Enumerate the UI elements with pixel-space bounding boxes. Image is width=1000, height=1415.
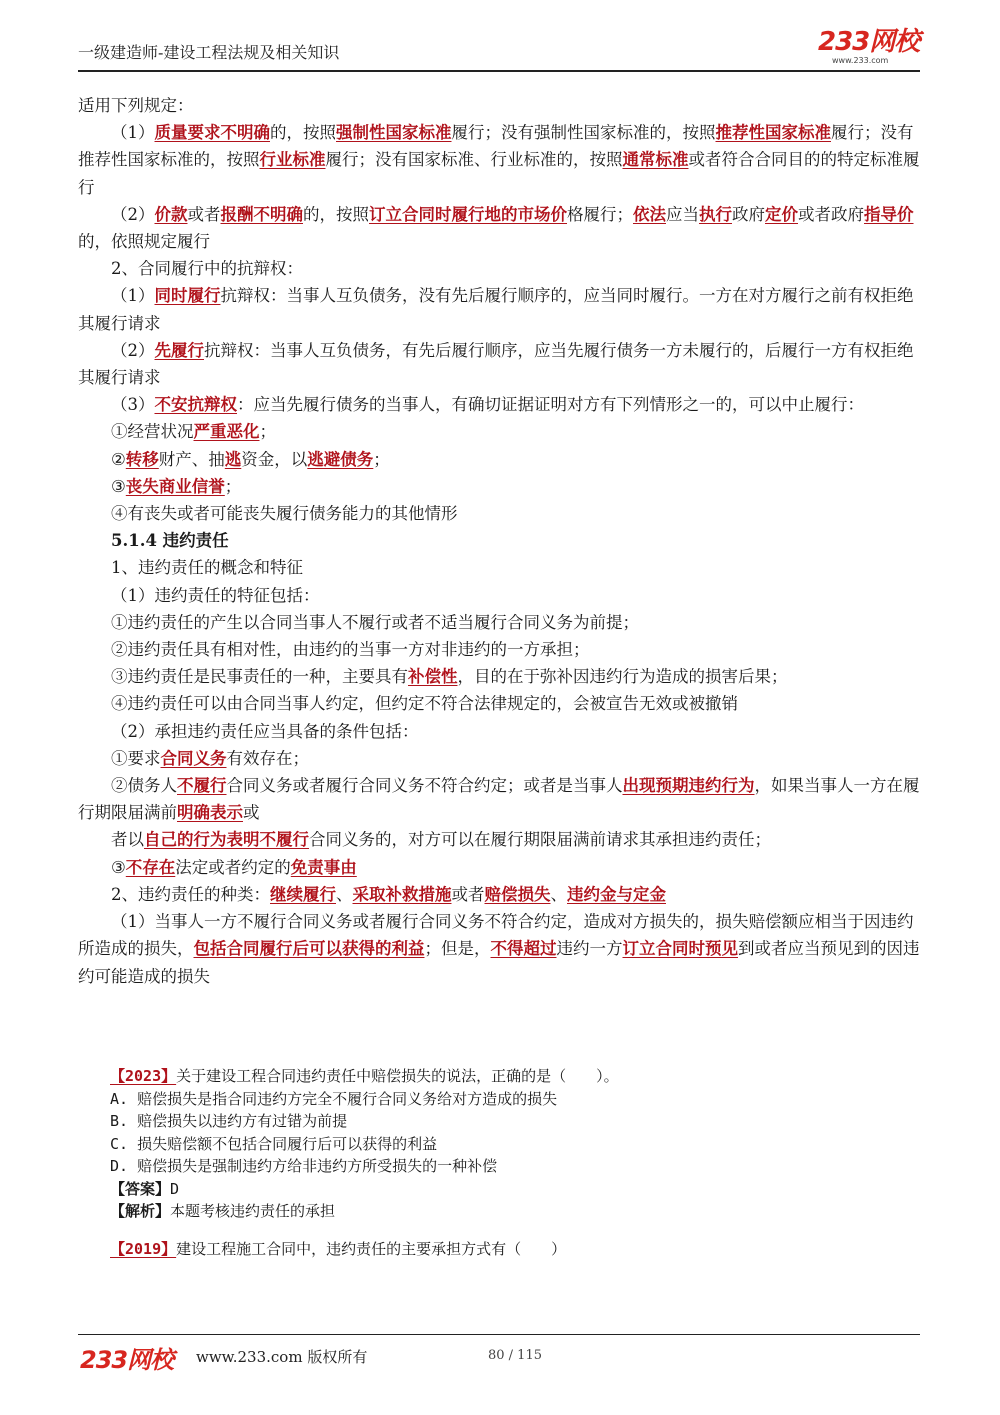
list-item: 者以自己的行为表明不履行合同义务的，对方可以在履行期限届满前请求其承担违约责任； xyxy=(111,830,771,850)
keyword: 出现预期违约行为 xyxy=(622,776,755,796)
quiz-year-tag: 【2023】 xyxy=(110,1067,177,1085)
quiz-analysis: 【解析】本题考核违约责任的承担 xyxy=(110,1202,336,1220)
keyword: 逃 xyxy=(224,449,242,469)
keyword: 明确表示 xyxy=(177,803,243,823)
quiz-option: C. 损失赔偿额不包括合同履行后可以获得的利益 xyxy=(110,1134,438,1153)
paragraph: （1）当事人一方不履行合同义务或者履行合同义务不符合约定，造成对方损失的，损失赔偿额应相当于因违约所造成的损失，包括合同履行后可以获得的利益；但是，不得超过违约一方订立合同时预见到或者应当预见到的因违约可能造成的损失 xyxy=(78,912,920,986)
keyword: 同时履行 xyxy=(154,286,221,306)
section-heading: 5.1.4 违约责任 xyxy=(111,531,229,551)
keyword: 合同义务 xyxy=(160,748,227,768)
quiz-2023 xyxy=(110,1065,910,1223)
paragraph: 2、违约责任的种类：继续履行、采取补救措施或者赔偿损失、违约金与定金 xyxy=(111,884,666,904)
keyword: 包括合同履行后可以获得的利益 xyxy=(193,939,425,959)
keyword: 采取补救措施 xyxy=(352,884,452,904)
list-item: ④违约责任可以由合同当事人约定，但约定不符合法律规定的，会被宣告无效或被撤销 xyxy=(111,694,738,714)
list-item: ③不存在法定或者约定的免责事由 xyxy=(111,857,357,877)
keyword: 指导价 xyxy=(864,204,914,224)
quiz-answer: 【答案】D xyxy=(110,1179,180,1198)
text-line: 2、合同履行中的抗辩权： xyxy=(111,259,303,279)
paragraph: （2）价款或者报酬不明确的，按照订立合同时履行地的市场价格履行；依法应当执行政府定价或者政府指导价的，依照规定履行 xyxy=(78,204,914,252)
keyword: 质量要求不明确 xyxy=(154,123,270,143)
paragraph: （3）不安抗辩权：应当先履行债务的当事人，有确切证据证明对方有下列情形之一的，可以中止履行： xyxy=(111,395,864,415)
text-line: 1、违约责任的概念和特征 xyxy=(111,558,303,578)
keyword: 不存在 xyxy=(125,857,176,877)
keyword: 免责事由 xyxy=(290,857,357,877)
keyword: 强制性国家标准 xyxy=(336,123,452,143)
keyword: 丧失商业信誉 xyxy=(125,476,225,496)
footer-rule xyxy=(78,1334,920,1335)
keyword: 赔偿损失 xyxy=(484,884,551,904)
quiz-question: 【2019】建设工程施工合同中，违约责任的主要承担方式有（ ） xyxy=(110,1240,567,1258)
keyword: 推荐性国家标准 xyxy=(715,123,831,143)
keyword: 订立合同时预见 xyxy=(622,939,738,959)
keyword: 不履行 xyxy=(177,776,227,796)
list-item: ②转移财产、抽逃资金，以逃避债务； xyxy=(111,449,390,469)
keyword: 通常标准 xyxy=(622,150,689,170)
text-line: 适用下列规定： xyxy=(78,96,194,115)
quiz-year-tag: 【2019】 xyxy=(110,1240,177,1258)
page-content xyxy=(78,92,926,990)
keyword: 先履行 xyxy=(154,340,204,360)
quiz-option: A. 赔偿损失是指合同违约方完全不履行合同义务给对方造成的损失 xyxy=(110,1089,558,1108)
list-item: ③丧失商业信誉； xyxy=(111,476,242,496)
keyword: 违约金与定金 xyxy=(567,884,666,904)
keyword: 不得超过 xyxy=(490,939,557,959)
logo[interactable] xyxy=(818,28,919,66)
paragraph: （2）先履行抗辩权：当事人互负债务，有先后履行顺序，应当先履行债务一方未履行的，后履行一方有权拒绝其履行请求 xyxy=(78,340,914,388)
paragraph: （1）质量要求不明确的，按照强制性国家标准履行；没有强制性国家标准的，按照推荐性国家标准履行；没有推荐性国家标准的，按照行业标准履行；没有国家标准、行业标准的，按照通常标准或者符合合同目的的特定标准履行 xyxy=(78,123,920,197)
paragraph: （1）同时履行抗辩权：当事人互负债务，没有先后履行顺序的，应当同时履行。一方在对方履行之前有权拒绝其履行请求 xyxy=(78,286,914,333)
keyword: 转移 xyxy=(125,449,159,469)
text-line: （1）违约责任的特征包括： xyxy=(111,585,320,605)
keyword: 自己的行为表明不履行 xyxy=(144,830,309,850)
logo-url: www.233.com xyxy=(832,56,889,65)
quiz-2019 xyxy=(110,1238,910,1261)
quiz-option: B. 赔偿损失以违约方有过错为前提 xyxy=(110,1112,348,1130)
quiz-option: D. 赔偿损失是强制违约方给非违约方所受损失的一种补偿 xyxy=(110,1157,498,1175)
header-rule xyxy=(78,70,920,72)
list-item: ①违约责任的产生以合同当事人不履行或者不适当履行合同义务为前提； xyxy=(111,612,639,632)
keyword: 定价 xyxy=(765,204,798,224)
header-title: 一级建造师-建设工程法规及相关知识 xyxy=(78,43,340,62)
logo-text: 233网校 xyxy=(818,27,920,57)
keyword: 订立合同时履行地的市场价 xyxy=(369,204,567,224)
keyword: 行业标准 xyxy=(259,150,326,170)
footer-copyright: www.233.com 版权所有 xyxy=(196,1348,368,1366)
list-item: ②违约责任具有相对性，由违约的当事一方对非违约的一方承担； xyxy=(111,640,590,660)
keyword: 执行 xyxy=(699,204,732,224)
keyword: 补偿性 xyxy=(408,667,458,687)
keyword: 继续履行 xyxy=(270,884,336,904)
keyword: 逃避债务 xyxy=(307,449,374,469)
text-line: （2）承担违约责任应当具备的条件包括： xyxy=(111,721,419,741)
keyword: 价款 xyxy=(154,204,188,224)
footer-logo[interactable]: 233网校 xyxy=(80,1346,174,1374)
keyword: 报酬不明确 xyxy=(220,204,303,224)
list-item: ③违约责任是民事责任的一种，主要具有补偿性，目的在于弥补因违约行为造成的损害后果； xyxy=(111,667,788,687)
page-number: 80 / 115 xyxy=(488,1348,542,1363)
list-item: ④有丧失或者可能丧失履行债务能力的其他情形 xyxy=(111,504,458,524)
list-item: ②债务人不履行合同义务或者履行合同义务不符合约定；或者是当事人出现预期违约行为，如果当事人一方在履行期限届满前明确表示或 xyxy=(78,776,920,823)
list-item: ①经营状况严重恶化； xyxy=(111,422,276,442)
keyword: 依法 xyxy=(633,204,666,224)
list-item: ①要求合同义务有效存在； xyxy=(111,748,309,768)
keyword: 不安抗辩权 xyxy=(154,395,237,415)
quiz-question: 【2023】关于建设工程合同违约责任中赔偿损失的说法，正确的是（ ）。 xyxy=(110,1067,619,1085)
keyword: 严重恶化 xyxy=(193,422,260,442)
